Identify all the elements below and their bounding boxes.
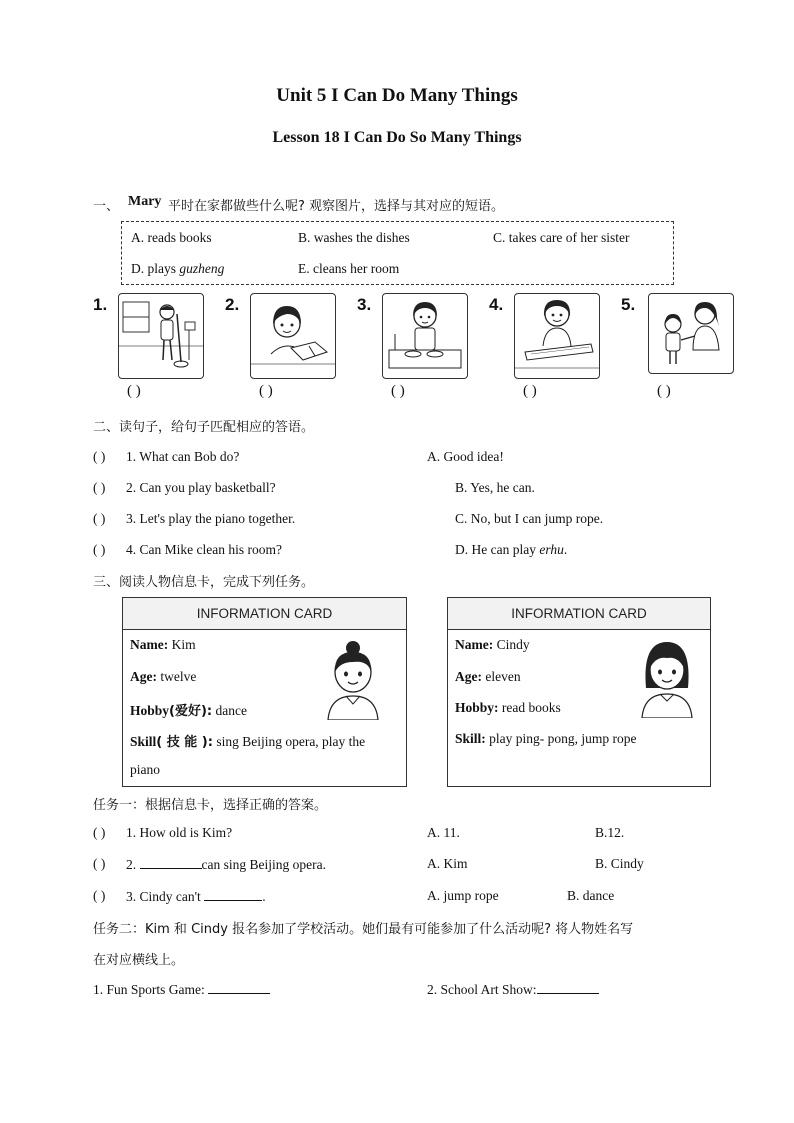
picture-number-1: 1. [93,295,108,314]
task2-q2-blank[interactable] [537,981,599,994]
q2-answer-a: A. Good idea! [427,449,504,464]
picture-number-5: 5. [621,295,636,314]
picture-1-cleaning [118,293,204,379]
task1-title: 任务一：根据信息卡，选择正确的答案。 [93,798,328,813]
girl-washing-dishes-icon [383,294,467,378]
q2-4-paren[interactable]: ( ) [93,542,106,557]
card-heading: INFORMATION CARD [448,598,710,630]
q2-1-text: 1. What can Bob do? [126,449,240,464]
task2-q1: 1. Fun Sports Game: [93,981,270,998]
task1-q1-option-b: B.12. [595,825,625,840]
task1-q1-option-a: A. 11. [427,825,460,840]
task1-q1-paren[interactable]: ( ) [93,825,106,840]
task1-q3-text: 3. Cindy can't . [126,889,266,904]
task2-q1-blank[interactable] [208,981,270,994]
picture-4-guzheng [514,293,600,379]
q2-answer-c: C. No, but I can jump rope. [455,511,604,526]
answer-blank-2[interactable]: ( ) [259,383,273,399]
task1-q2-option-b: B. Cindy [595,856,644,871]
task2-instruction-line2: 在对应横线上。 [93,953,185,968]
section1-name: Mary [128,194,162,209]
picture-number-2: 2. [225,295,240,314]
task1-q2-blank[interactable] [140,856,202,869]
q2-answer-b: B. Yes, he can. [455,480,535,495]
cindy-skill-row: Skill: play ping- pong, jump rope [455,731,637,746]
q2-2-paren[interactable]: ( ) [93,480,106,495]
girl-cleaning-icon [119,294,203,378]
kim-skill-cont: piano [130,762,160,777]
q2-answer-d: D. He can play erhu. [455,542,568,557]
girl-guzheng-icon [515,294,599,378]
lesson-subtitle: Lesson 18 I Can Do So Many Things [272,129,522,146]
option-d: D. plays guzheng [131,261,225,276]
option-b: B. washes the dishes [298,230,410,245]
girl-avatar-icon [324,640,382,720]
task1-q3-paren[interactable]: ( ) [93,888,106,903]
section3-title: 三、阅读人物信息卡，完成下列任务。 [93,575,315,590]
section1-instruction: 平时在家都做些什么呢? 观察图片，选择与其对应的短语。 [168,199,505,214]
task1-q1-text: 1. How old is Kim? [126,825,233,840]
section1-marker: 一、 [93,199,120,214]
card-heading: INFORMATION CARD [123,598,406,630]
task2-q2: 2. School Art Show: [427,981,599,998]
q2-3-paren[interactable]: ( ) [93,511,106,526]
cindy-hobby-row: Hobby: read books [455,700,561,715]
picture-3-washing [382,293,468,379]
answer-blank-4[interactable]: ( ) [523,383,537,399]
option-a: A. reads books [131,230,212,245]
option-c: C. takes care of her sister [493,230,630,245]
picture-number-4: 4. [489,295,504,314]
girl-caring-sister-icon [649,294,733,373]
cindy-age-row: Age: eleven [455,669,521,684]
kim-age-row: Age: twelve [130,669,197,684]
q2-1-paren[interactable]: ( ) [93,449,106,464]
picture-5-caring [648,293,734,374]
kim-name-row: Name: Kim [130,637,196,652]
answer-blank-1[interactable]: ( ) [127,383,141,399]
task1-q2-paren[interactable]: ( ) [93,856,106,871]
task1-q2-text: 2. can sing Beijing opera. [126,857,326,872]
answer-blank-5[interactable]: ( ) [657,383,671,399]
task1-q2-option-a: A. Kim [427,856,468,871]
picture-2-reading [250,293,336,379]
cindy-avatar [638,638,696,718]
girl-avatar-icon [638,638,696,718]
option-e: E. cleans her room [298,261,400,276]
answer-blank-3[interactable]: ( ) [391,383,405,399]
girl-reading-icon [251,294,335,378]
q2-2-text: 2. Can you play basketball? [126,480,276,495]
task2-instruction-line1: 任务二：Kim 和 Cindy 报名参加了学校活动。她们最有可能参加了什么活动呢? 将人物姓名写 [93,922,634,937]
section2-title: 二、读句子，给句子匹配相应的答语。 [93,420,315,435]
kim-skill-row: Skill( 技 能 ): sing Beijing opera, play the [130,734,366,750]
cindy-name-row: Name: Cindy [455,637,530,652]
task1-q3-option-b: B. dance [567,888,615,903]
page-title: Unit 5 I Can Do Many Things [276,85,518,106]
task1-q3-option-a: A. jump rope [427,888,499,903]
q2-3-text: 3. Let's play the piano together. [126,511,296,526]
kim-avatar [324,640,382,720]
picture-number-3: 3. [357,295,372,314]
task1-q3-blank[interactable] [204,888,262,901]
q2-4-text: 4. Can Mike clean his room? [126,542,282,557]
kim-hobby-row: Hobby(爱好): dance [130,703,247,719]
